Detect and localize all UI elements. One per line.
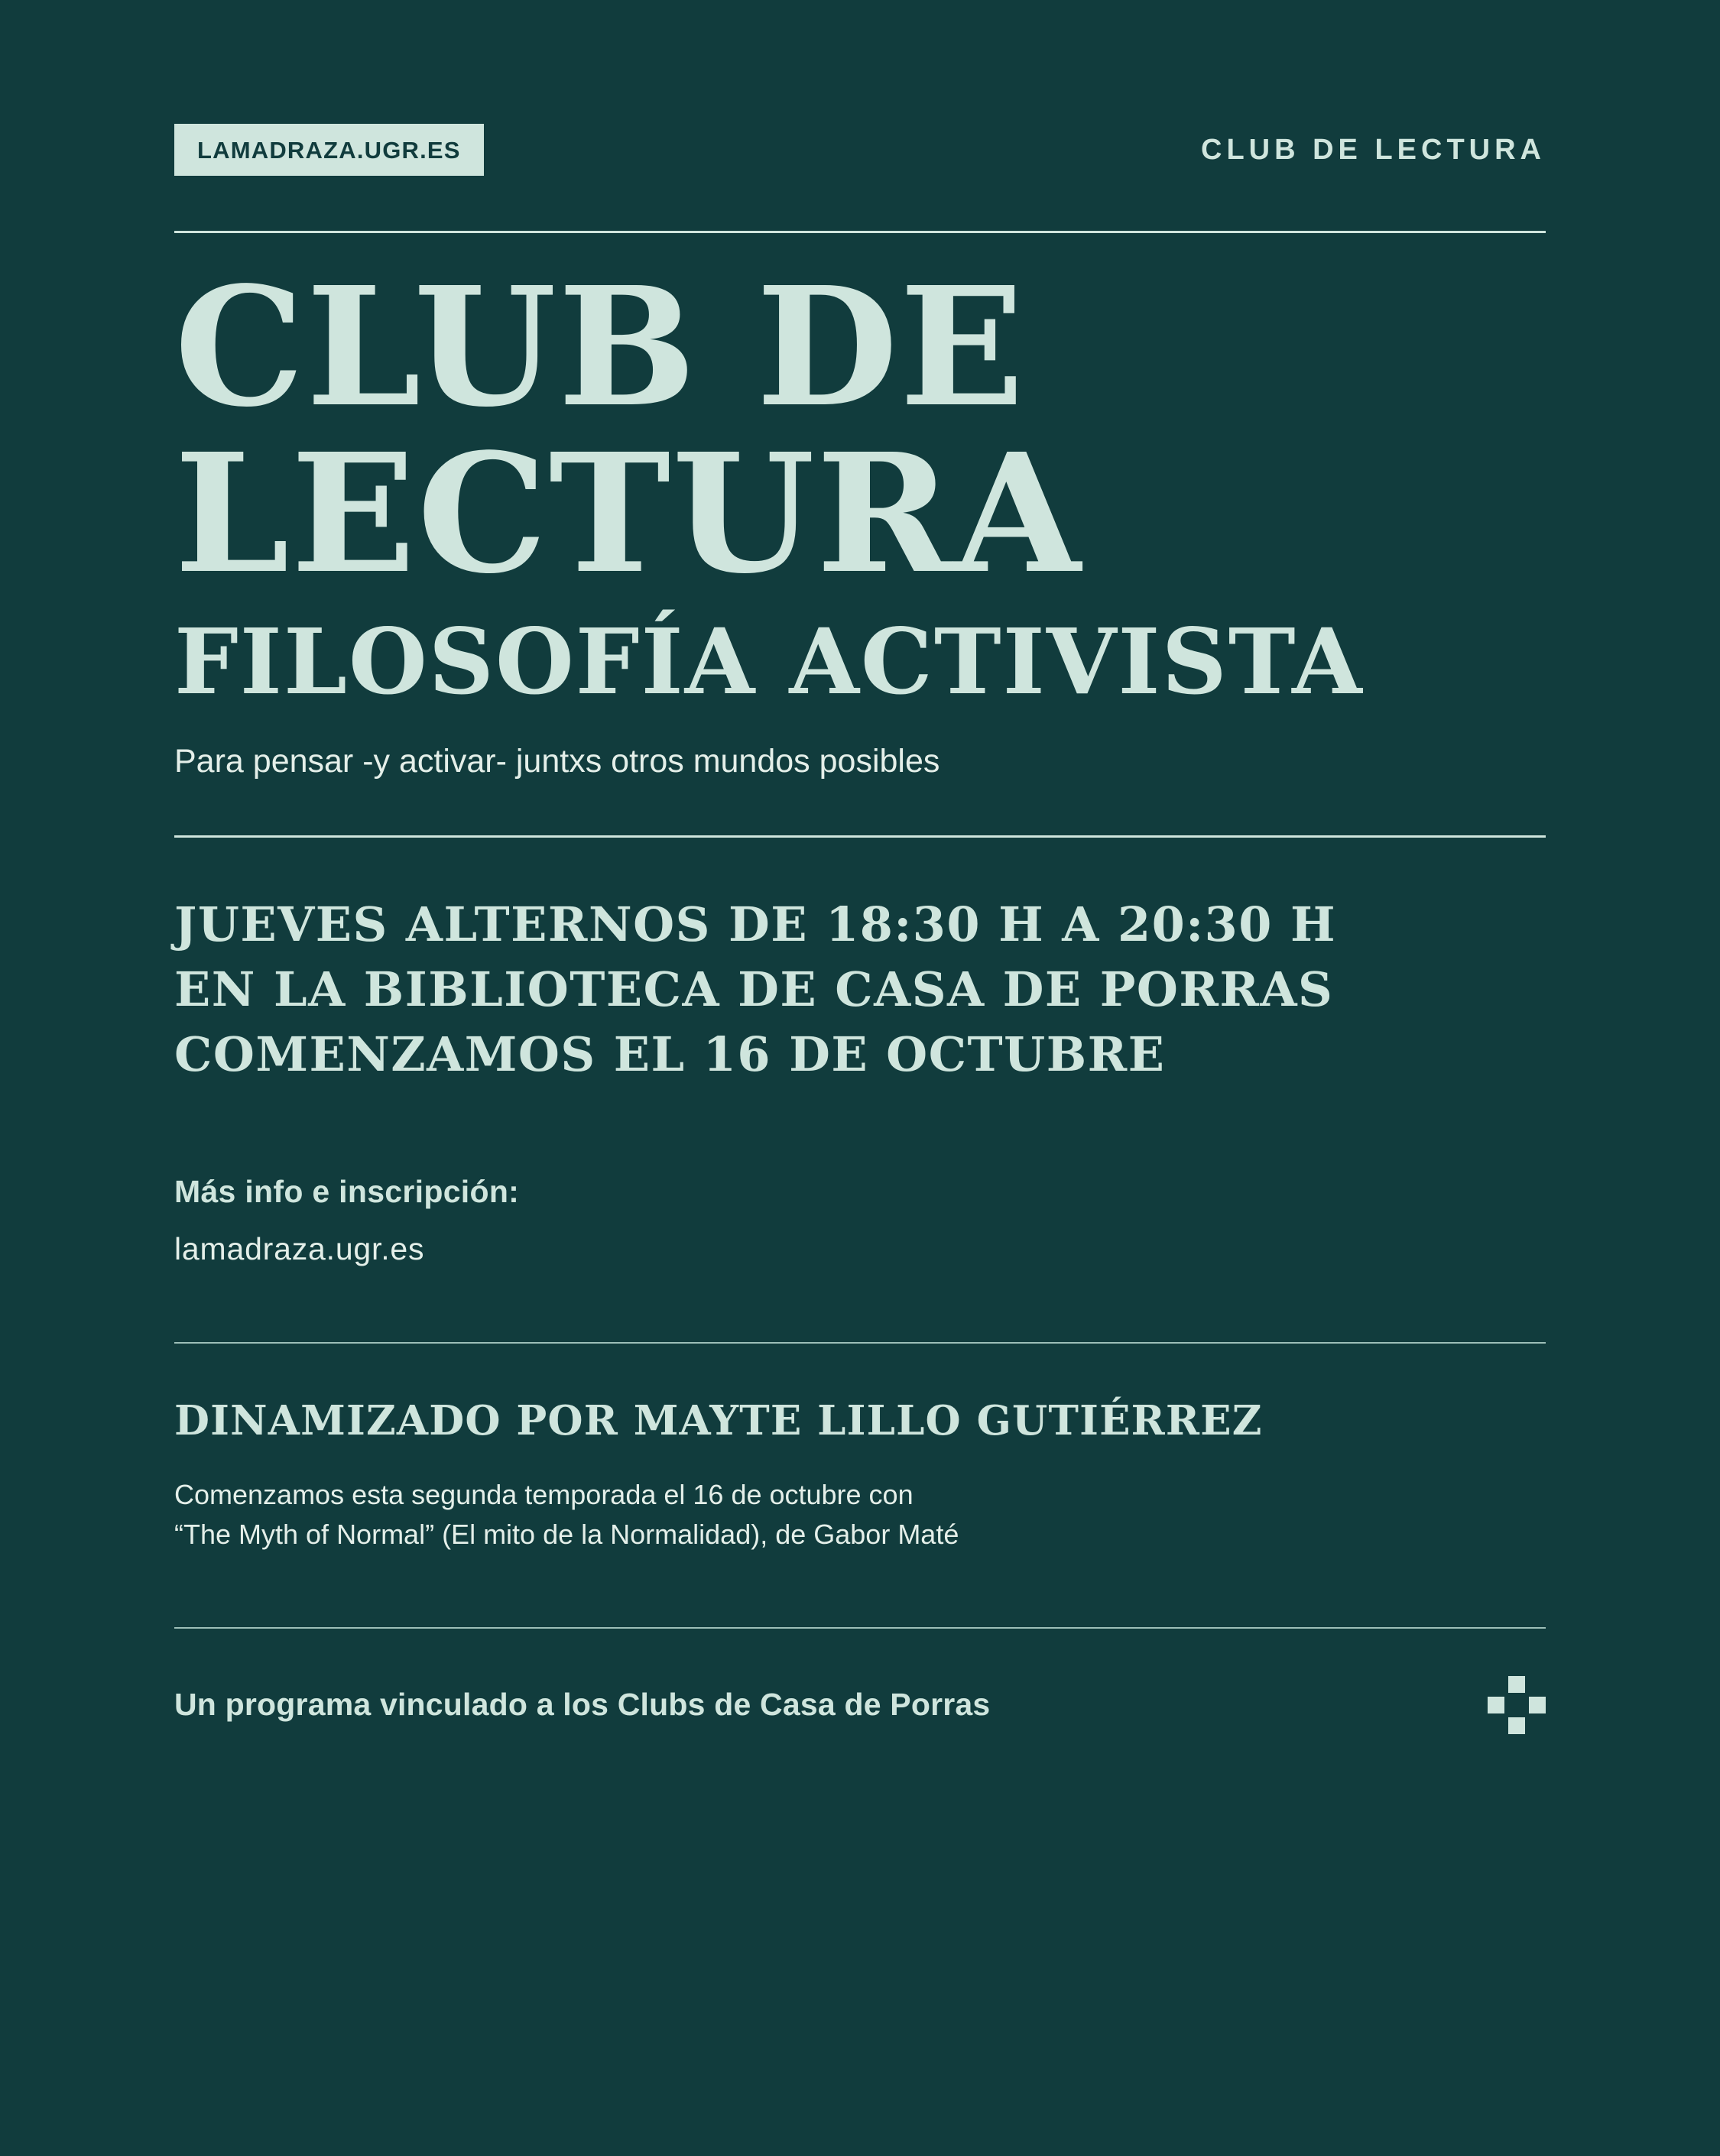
poster-subtitle: FILOSOFÍA ACTIVISTA <box>174 608 1364 715</box>
schedule-line-start: COMENZAMOS EL 16 DE OCTUBRE <box>174 1026 1166 1082</box>
divider-top <box>174 231 1546 233</box>
cross-dots-logo-icon <box>1488 1676 1546 1734</box>
info-block <box>174 1174 1546 1267</box>
poster-tagline: Para pensar -y activar- juntxs otros mundos posibles <box>174 743 940 780</box>
host-note <box>174 1475 1546 1553</box>
poster-kicker: CLUB DE LECTURA <box>1201 133 1546 166</box>
divider-after-tagline <box>174 835 1546 838</box>
divider-before-footer <box>174 1627 1546 1629</box>
host-title: DINAMIZADO POR MAYTE LILLO GUTIÉRREZ <box>174 1397 1263 1445</box>
footer-text: Un programa vinculado a los Clubs de Casa de Porras <box>174 1687 991 1723</box>
host-note-line1: Comenzamos esta segunda temporada el 16 de octubre con <box>174 1479 914 1511</box>
schedule-line-time: JUEVES ALTERNOS DE 18:30 H A 20:30 H <box>174 896 1337 952</box>
website-chip: LAMADRAZA.UGR.ES <box>174 124 484 176</box>
poster-topbar <box>174 0 1546 185</box>
poster-footer <box>174 1676 1546 1734</box>
schedule-block <box>174 893 1546 1088</box>
info-label: Más info e inscripción: <box>174 1174 520 1210</box>
info-website-link[interactable]: lamadraza.ugr.es <box>174 1231 425 1267</box>
divider-before-host <box>174 1342 1546 1344</box>
host-note-line2: “The Myth of Normal” (El mito de la Normalidad), de Gabor Maté <box>174 1518 959 1550</box>
poster-title-line1: CLUB DE <box>174 251 1026 443</box>
poster-title-line2: LECTURA <box>174 418 1082 611</box>
schedule-line-place: EN LA BIBLIOTECA DE CASA DE PORRAS <box>174 961 1334 1017</box>
poster-title <box>174 251 1546 611</box>
